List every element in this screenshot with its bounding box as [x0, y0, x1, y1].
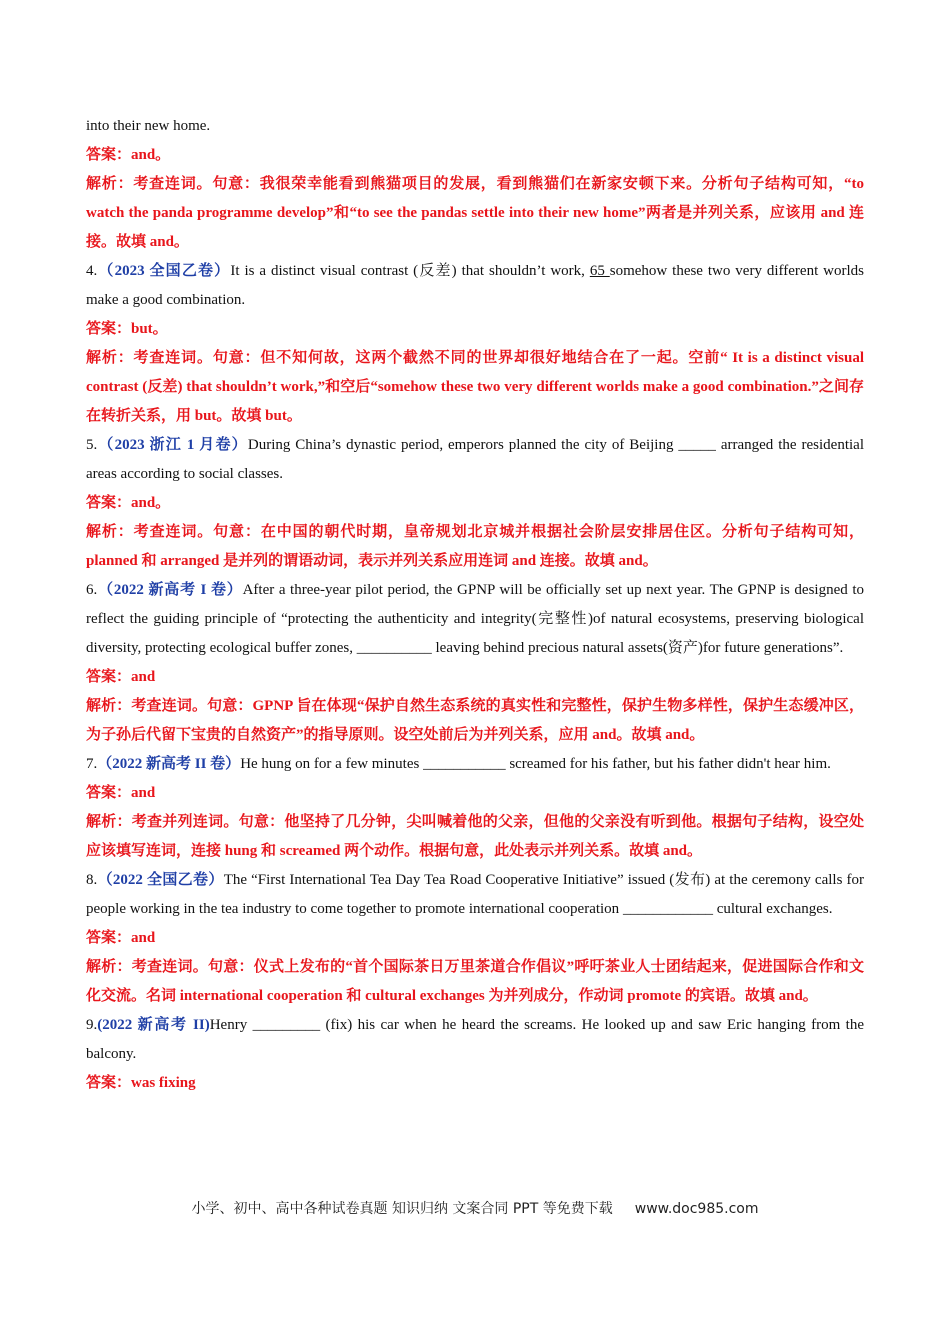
question-source: （2022 新高考 II 卷）: [97, 756, 241, 772]
question-blank: _____: [678, 437, 716, 453]
question-text: [86, 431, 864, 489]
answer: 答案：was fixing: [86, 1075, 196, 1091]
question-number: 5.: [86, 437, 98, 453]
question-number: 7.: [86, 756, 98, 772]
question-stem: After a three-year pilot period, the GPNP will be officially set up next year. The GPNP is designed to reflect the guiding principle of “protecting the authenticity and integrity(完整性)of natural ecosystems, preserving biological diversity, protecting ecological buffer zones,: [86, 582, 864, 656]
question-6: [86, 576, 864, 750]
explanation: 解析：考查连词。句意：在中国的朝代时期，皇帝规划北京城并根据社会阶层安排居住区。分析句子结构可知，planned 和 arranged 是并列的谓语动词，表示并列关系应用连词 and 连接。故填 and。: [86, 524, 864, 569]
question-number: 6.: [86, 582, 98, 598]
question-stem-end: screamed for his father, but his father didn't hear him.: [505, 756, 831, 772]
question-stem-end: somehow these two very different worlds make a good combination.: [86, 263, 864, 308]
question-blank: 65: [589, 263, 610, 279]
question-stem: Henry: [209, 1017, 253, 1033]
question-number: 8.: [86, 872, 98, 888]
answer: 答案：but。: [86, 321, 168, 337]
answer: 答案：and。: [86, 495, 171, 511]
question-text: [86, 1011, 864, 1069]
explanation: 解析：考查连词。句意：GPNP 旨在体现“保护自然生态系统的真实性和完整性，保护生物多样性，保护生态缓冲区，为子孙后代留下宝贵的自然资产”的指导原则。设空处前后为并列关系，应用 and。故填 and。: [86, 698, 864, 743]
answer: 答案：and: [86, 785, 156, 801]
question-source: （2023 全国乙卷）: [97, 263, 231, 279]
lead-answer: 答案：and。: [86, 147, 171, 163]
question-text: [86, 257, 864, 315]
question-stem: He hung on for a few minutes: [240, 756, 424, 772]
question-blank: ____________: [622, 901, 713, 917]
explanation: 解析：考查并列连词。句意：他坚持了几分钟，尖叫喊着他的父亲，但他的父亲没有听到他。根据句子结构，设空处应该填写连词，连接 hung 和 screamed 两个动作。根据句意，此处表示并列关系。故填 and。: [86, 814, 864, 859]
question-stem-end: (fix) his car when he heard the screams. He looked up and saw Eric hanging from the balcony.: [86, 1017, 864, 1062]
question-8: [86, 866, 864, 1011]
footer-text: 小学、初中、高中各种试卷真题 知识归纳 文案合同 PPT 等免费下载: [191, 1201, 613, 1217]
document-body: [86, 112, 864, 1098]
question-source: （2023 浙江 1 月卷）: [97, 437, 248, 453]
answer: 答案：and: [86, 930, 156, 946]
question-source: (2022 新高考 II): [97, 1017, 210, 1033]
question-text: [86, 866, 864, 924]
explanation: 解析：考查连词。句意：但不知何故，这两个截然不同的世界却很好地结合在了一起。空前“ It is a distinct visual contrast (反差) that shouldn’t work,”和空后“somehow these two very different worlds make a good combination.”之间存在转折关系，用 but。故填 but。: [86, 350, 864, 424]
question-number: 4.: [86, 263, 98, 279]
question-stem: During China’s dynastic period, emperors planned the city of Beijing: [247, 437, 679, 453]
lead-explanation: 解析：考查连词。句意：我很荣幸能看到熊猫项目的发展，看到熊猫们在新家安顿下来。分析句子结构可知，“to watch the panda programme develop”和“to see the pandas settle into their new home”两者是并列关系，应该用 and 连接。故填 and。: [86, 176, 864, 250]
question-9: [86, 1011, 864, 1098]
lead-line: into their new home.: [86, 118, 211, 134]
question-stem-end: arranged the residential areas according to social classes.: [86, 437, 864, 482]
question-number: 9.: [86, 1017, 98, 1033]
question-blank: __________: [356, 640, 432, 656]
answer: 答案：and: [86, 669, 156, 685]
question-text: [86, 576, 864, 663]
question-source: （2022 全国乙卷）: [97, 872, 224, 888]
question-5: [86, 431, 864, 576]
question-4: [86, 257, 864, 431]
question-stem-end: cultural exchanges.: [712, 901, 833, 917]
question-stem: It is a distinct visual contrast (反差) that shouldn’t work,: [230, 263, 590, 279]
question-blank: _________: [252, 1017, 321, 1033]
page-footer: [0, 1198, 950, 1218]
question-source: （2022 新高考 I 卷）: [97, 582, 243, 598]
question-blank: ___________: [423, 756, 506, 772]
question-stem: The “First International Tea Day Tea Road Cooperative Initiative” issued (发布) at the ceremony calls for people working in the tea industry to come together to promote international cooperation: [86, 872, 864, 917]
footer-link[interactable]: www.doc985.com: [634, 1201, 759, 1217]
question-stem-end: leaving behind precious natural assets(资产)for future generations”.: [431, 640, 844, 656]
question-7: [86, 750, 864, 866]
question-text: [86, 750, 864, 779]
explanation: 解析：考查连词。句意：仪式上发布的“首个国际茶日万里茶道合作倡议”呼吁茶业人士团结起来，促进国际合作和文化交流。名词 international cooperation 和 cultural exchanges 为并列成分，作动词 promote 的宾语。故填 and。: [86, 959, 864, 1004]
